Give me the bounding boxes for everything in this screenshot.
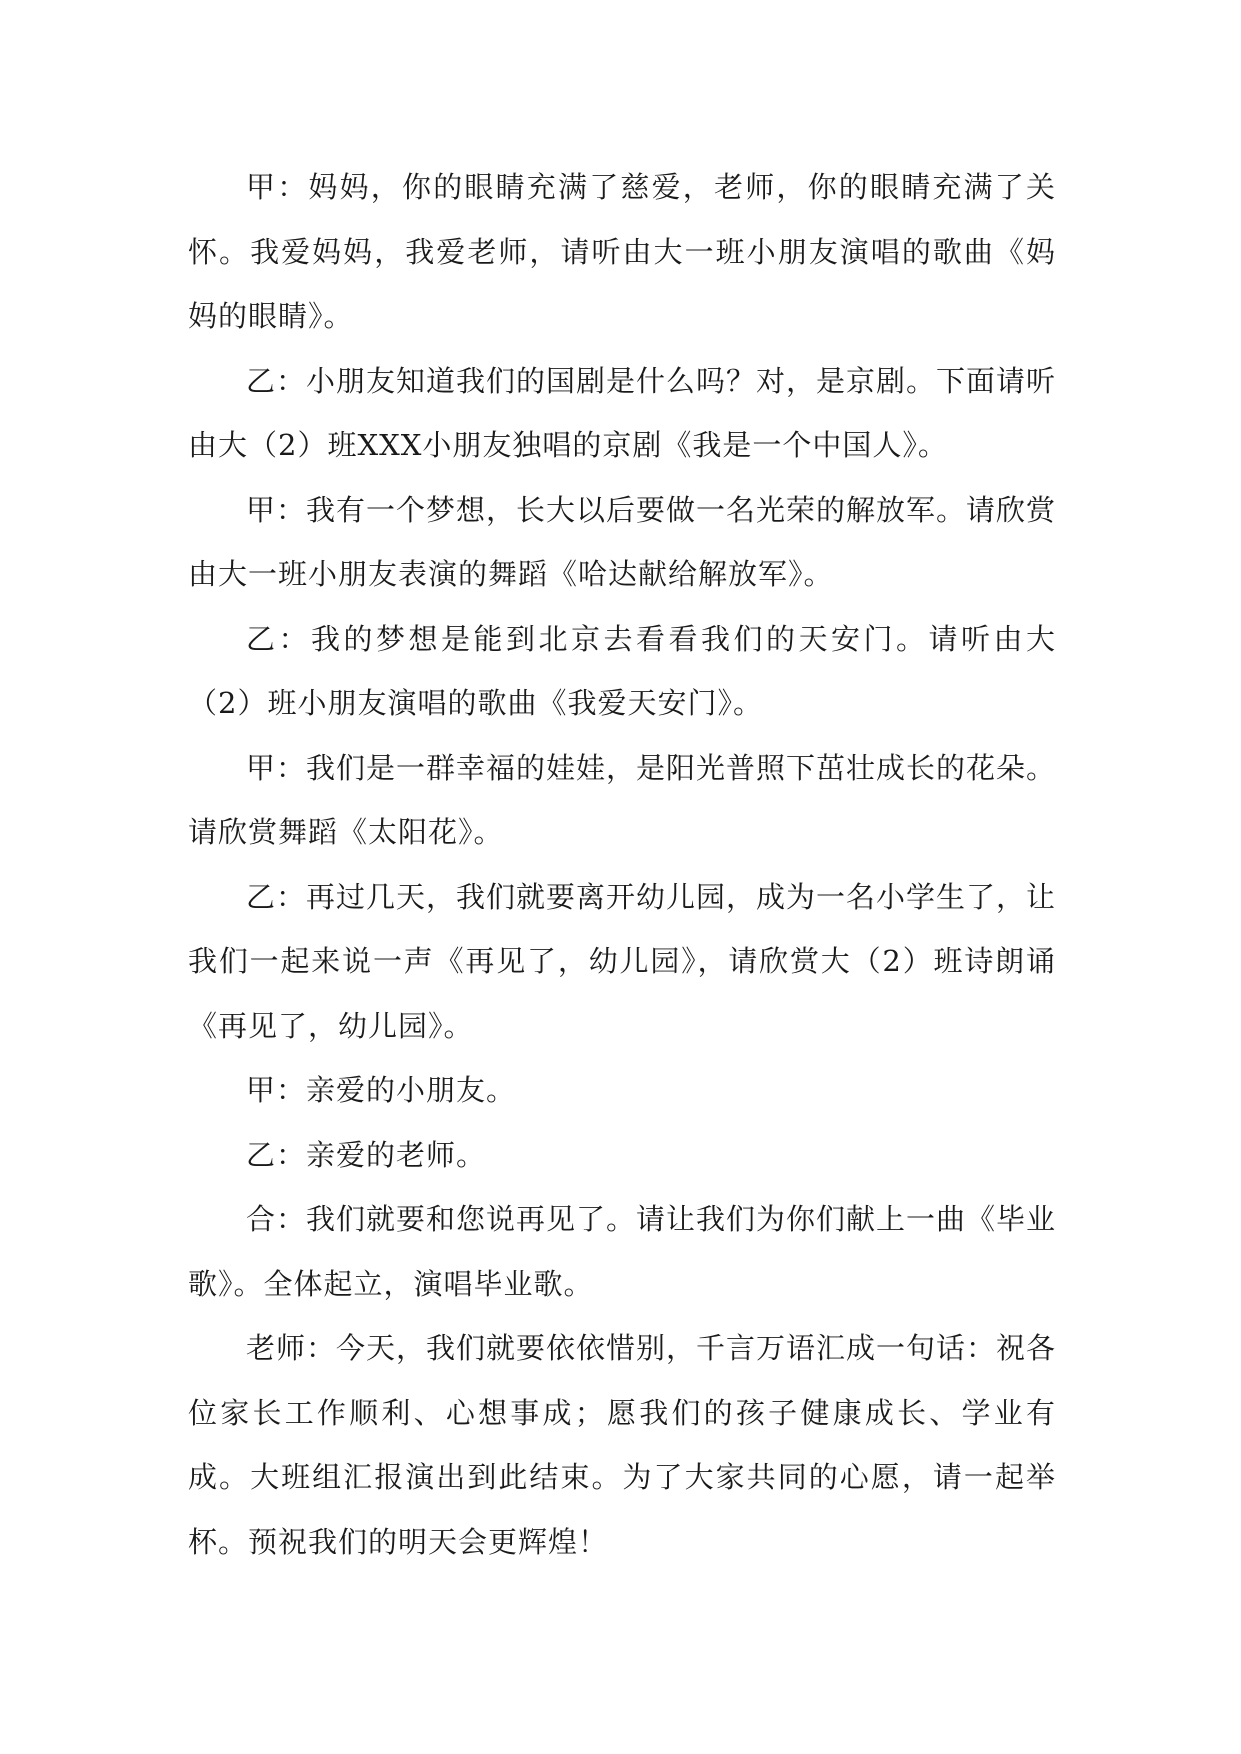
paragraph-10: 老师：今天，我们就要依依惜别，千言万语汇成一句话：祝各位家长工作顺利、心想事成；愿我们的孩子健康成长、学业有成。大班组汇报演出到此结束。为了大家共同的心愿，请一起举杯。预祝我们的明天会更辉煌！ bbox=[188, 1331, 1057, 1559]
document-body bbox=[188, 155, 1056, 1574]
paragraph-3: 甲：我有一个梦想，长大以后要做一名光荣的解放军。请欣赏由大一班小朋友表演的舞蹈《哈达献给解放军》。 bbox=[188, 492, 1057, 591]
paragraph-7: 甲：亲爱的小朋友。 bbox=[246, 1073, 517, 1107]
paragraph-9: 合：我们就要和您说再见了。请让我们为你们献上一曲《毕业歌》。全体起立，演唱毕业歌。 bbox=[188, 1202, 1057, 1301]
paragraph-4: 乙：我的梦想是能到北京去看看我们的天安门。请听由大（2）班小朋友演唱的歌曲《我爱天安门》。 bbox=[188, 621, 1056, 720]
paragraph-1: 甲：妈妈，你的眼睛充满了慈爱，老师，你的眼睛充满了关怀。我爱妈妈，我爱老师，请听由大一班小朋友演唱的歌曲《妈妈的眼睛》。 bbox=[188, 170, 1056, 333]
paragraph-5: 甲：我们是一群幸福的娃娃，是阳光普照下茁壮成长的花朵。请欣赏舞蹈《太阳花》。 bbox=[188, 750, 1057, 849]
paragraph-8: 乙：亲爱的老师。 bbox=[246, 1137, 487, 1172]
paragraph-6: 乙：再过几天，我们就要离开幼儿园，成为一名小学生了，让我们一起来说一声《再见了，幼儿园》，请欣赏大（2）班诗朗诵《再见了，幼儿园》。 bbox=[188, 879, 1057, 1043]
paragraph-2: 乙：小朋友知道我们的国剧是什么吗？对，是京剧。下面请听由大（2）班XXX小朋友独唱的京剧《我是一个中国人》。 bbox=[188, 363, 1057, 462]
